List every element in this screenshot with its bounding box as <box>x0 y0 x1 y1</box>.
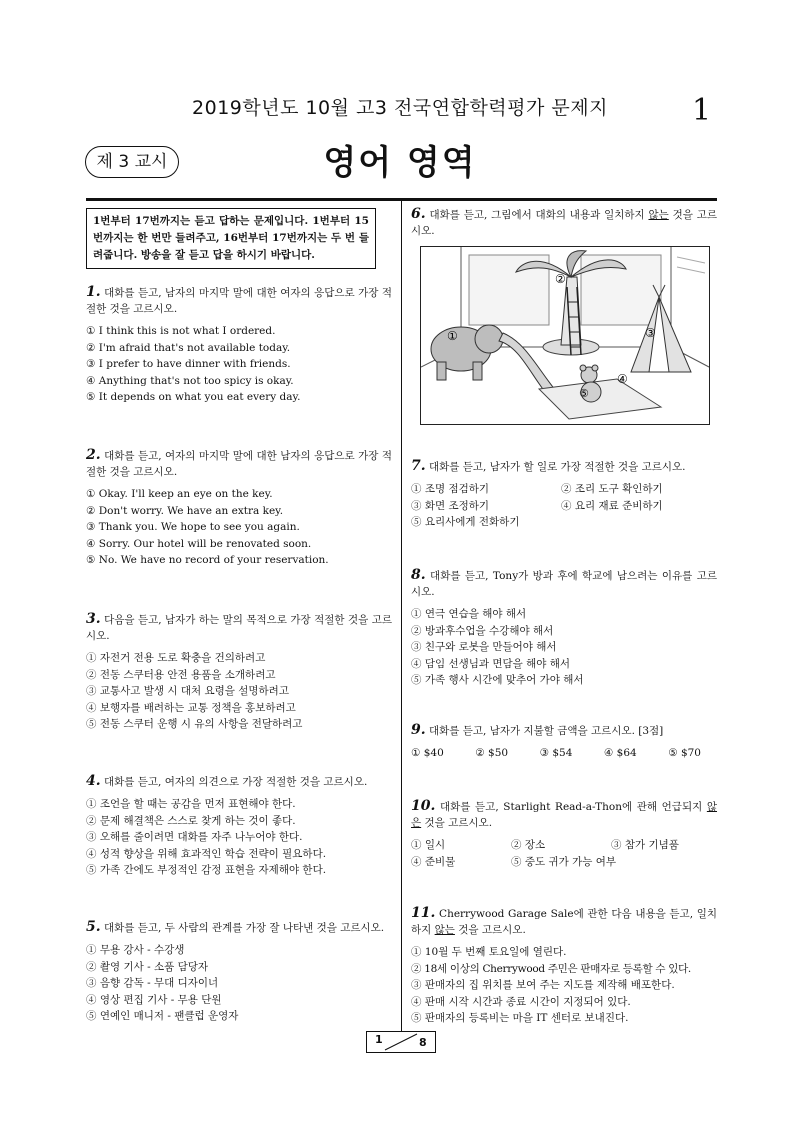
question-5 <box>86 919 392 1025</box>
option[interactable]: ⑤ 전동 스쿠터 운행 시 유의 사항을 전달하려고 <box>86 718 303 730</box>
room-illustration <box>421 247 709 424</box>
question-number: 11. <box>411 905 436 921</box>
option[interactable]: ⑤ 가족 간에도 부정적인 감정 표현을 자제해야 한다. <box>86 864 327 876</box>
option[interactable]: ② 18세 이상의 Cherrywood 주민은 판매자로 등록할 수 있다. <box>411 962 691 975</box>
pager-total: 8 <box>419 1036 427 1049</box>
option[interactable]: ④ Sorry. Our hotel will be renovated soon. <box>86 537 312 550</box>
question-stem: 대화를 듣고, 남자의 마지막 말에 대한 여자의 응답으로 가장 적절한 것을 고르시오. <box>86 287 392 315</box>
marker-3: ③ <box>645 326 656 340</box>
option[interactable]: ② 전동 스쿠터용 안전 용품을 소개하려고 <box>86 668 276 681</box>
question-11 <box>411 905 717 1027</box>
question-number: 3. <box>86 611 101 627</box>
option[interactable]: ① Okay. I'll keep an eye on the key. <box>86 488 273 500</box>
option[interactable]: ⑤ No. We have no record of your reservation. <box>86 554 329 566</box>
option[interactable]: ② 촬영 기사 - 소품 담당자 <box>86 960 209 973</box>
question-stem: 대화를 듣고, Starlight Read-a-Thon에 관해 언급되지 <box>440 801 707 813</box>
question-3 <box>86 611 392 733</box>
option[interactable]: ② $50 <box>475 747 509 759</box>
marker-1: ① <box>447 329 458 343</box>
question-7 <box>411 458 717 531</box>
option[interactable]: ① 10월 두 번째 토요일에 열린다. <box>411 946 567 958</box>
option[interactable]: ① 자전거 전용 도로 확충을 건의하려고 <box>86 652 266 664</box>
question-stem: 대화를 듣고, 남자가 할 일로 가장 적절한 것을 고르시오. <box>428 461 686 473</box>
question-number: 6. <box>411 206 426 222</box>
marker-2: ② <box>555 272 566 286</box>
option[interactable]: ① 무용 강사 - 수강생 <box>86 944 185 956</box>
option[interactable]: ⑤ 판매자의 등록비는 마을 IT 센터로 보내진다. <box>411 1012 629 1024</box>
question-stem: 대화를 듣고, 그림에서 대화의 내용과 일치하지 <box>429 209 649 221</box>
question-number: 8. <box>411 567 426 583</box>
option[interactable]: ③ 교통사고 발생 시 대처 요령을 설명하려고 <box>86 685 289 697</box>
question-1 <box>86 284 392 406</box>
question-stem: 대화를 듣고, 여자의 마지막 말에 대한 남자의 응답으로 가장 적절한 것을 고르시오. <box>86 450 392 478</box>
option[interactable]: ④ Anything that's not too spicy is okay. <box>86 374 294 387</box>
stem-underline: 않은 <box>411 801 718 829</box>
question-stem-end: 것을 고르시오. <box>411 209 717 237</box>
option[interactable]: ④ 보행자를 배려하는 교통 정책을 홍보하려고 <box>86 701 296 714</box>
option[interactable]: ④ 성적 향상을 위해 효과적인 학습 전략이 필요하다. <box>86 847 327 860</box>
option[interactable]: ③ 화면 조정하기 <box>411 499 490 512</box>
page-indicator <box>366 1031 436 1053</box>
option[interactable]: ① 조명 점검하기 <box>411 483 490 495</box>
option[interactable]: ② Don't worry. We have an extra key. <box>86 504 284 517</box>
question-number: 7. <box>411 458 426 474</box>
option[interactable]: ③ 음향 감독 - 무대 디자이너 <box>86 977 219 989</box>
listening-notice: 1번부터 17번까지는 듣고 답하는 문제입니다. 1번부터 15번까지는 한 번만 들려주고, 16번부터 17번까지는 두 번 들려줍니다. 방송을 잘 듣고 답을 하시기 바랍니다. <box>86 208 376 269</box>
option[interactable]: ③ 참가 기념품 <box>611 839 679 851</box>
question-4 <box>86 773 392 879</box>
option[interactable]: ③ 오해를 줄이려면 대화를 자주 나누어야 한다. <box>86 831 303 843</box>
question-stem: 대화를 듣고, 두 사람의 관계를 가장 잘 나타낸 것을 고르시오. <box>103 922 385 934</box>
option[interactable]: ① I think this is not what I ordered. <box>86 325 276 337</box>
stem-underline: 않는 <box>648 209 669 221</box>
option[interactable]: ④ 판매 시작 시간과 종료 시간이 지정되어 있다. <box>411 995 631 1008</box>
stem-underline: 않는 <box>434 924 455 936</box>
option[interactable]: ④ 영상 편집 기사 - 무용 단원 <box>86 993 222 1006</box>
period-badge: 제 3 교시 <box>85 146 179 178</box>
option[interactable]: ④ 준비물 <box>411 855 456 868</box>
question-number: 2. <box>86 447 101 463</box>
question-stem: 대화를 듣고, 여자의 의견으로 가장 적절한 것을 고르시오. <box>103 776 368 788</box>
question-stem-end: 것을 고르시오. <box>454 924 526 936</box>
option[interactable]: ② 문제 해결책은 스스로 찾게 하는 것이 좋다. <box>86 814 296 827</box>
question-2 <box>86 447 392 569</box>
option[interactable]: ④ $64 <box>603 747 637 759</box>
exam-title: 2019학년도 10월 고3 전국연합학력평가 문제지 <box>192 97 608 119</box>
option[interactable]: ① 조언을 할 때는 공감을 먼저 표현해야 한다. <box>86 798 296 810</box>
question-number: 4. <box>86 773 101 789</box>
question-stem: 다음을 듣고, 남자가 하는 말의 목적으로 가장 적절한 것을 고르시오. <box>86 614 392 642</box>
option[interactable]: ① 일시 <box>411 839 446 851</box>
question-10 <box>411 798 717 870</box>
option[interactable]: ⑤ It depends on what you eat every day. <box>86 391 301 403</box>
option[interactable]: ④ 요리 재료 준비하기 <box>561 499 663 512</box>
marker-4: ④ <box>617 372 628 386</box>
question-stem: Cherrywood Garage Sale에 관한 다음 내용을 듣고, 일치하지 <box>411 908 717 936</box>
option[interactable]: ③ I prefer to have dinner with friends. <box>86 358 291 370</box>
option[interactable]: ② 장소 <box>511 839 546 851</box>
question-8 <box>411 567 717 689</box>
option[interactable]: ⑤ 요리사에게 전화하기 <box>411 516 520 528</box>
question-number: 1. <box>86 284 101 300</box>
option[interactable]: ⑤ 연예인 매니저 - 팬클럽 운영자 <box>86 1010 239 1022</box>
option[interactable]: ③ 판매자의 집 위치를 보여 주는 지도를 제작해 배포한다. <box>411 979 675 991</box>
option[interactable]: ⑤ 중도 귀가 가능 여부 <box>511 855 616 868</box>
option[interactable]: ① 연극 연습을 해야 해서 <box>411 608 527 620</box>
page-number: 1 <box>692 93 712 128</box>
option[interactable]: ① $40 <box>411 747 444 759</box>
question-number: 5. <box>86 919 101 935</box>
option[interactable]: ② I'm afraid that's not available today. <box>86 341 291 354</box>
option[interactable]: ② 조리 도구 확인하기 <box>561 483 663 495</box>
question-6-illustration <box>420 246 710 425</box>
question-number: 10. <box>411 798 436 814</box>
option[interactable]: ④ 담임 선생님과 면담을 해야 해서 <box>411 657 571 670</box>
question-stem-end: 것을 고르시오. <box>421 817 493 829</box>
question-9 <box>411 722 717 762</box>
question-stem: 대화를 듣고, Tony가 방과 후에 학교에 남으려는 이유를 고르시오. <box>411 570 718 598</box>
option[interactable]: ③ 친구와 로봇을 만들어야 해서 <box>411 641 557 653</box>
option[interactable]: ③ $54 <box>539 747 573 759</box>
question-number: 9. <box>411 722 426 738</box>
pager-current: 1 <box>375 1033 383 1046</box>
option[interactable]: ⑤ 가족 행사 시간에 맞추어 가야 해서 <box>411 674 584 686</box>
option[interactable]: ③ Thank you. We hope to see you again. <box>86 521 300 533</box>
option[interactable]: ⑤ $70 <box>668 747 701 759</box>
question-stem: 대화를 듣고, 남자가 지불할 금액을 고르시오. [3점] <box>428 725 664 737</box>
option[interactable]: ② 방과후수업을 수강해야 해서 <box>411 624 554 637</box>
marker-5: ⑤ <box>579 387 589 400</box>
column-divider <box>401 201 402 1031</box>
subject-title: 영어 영역 <box>323 143 477 183</box>
question-6 <box>411 206 717 239</box>
